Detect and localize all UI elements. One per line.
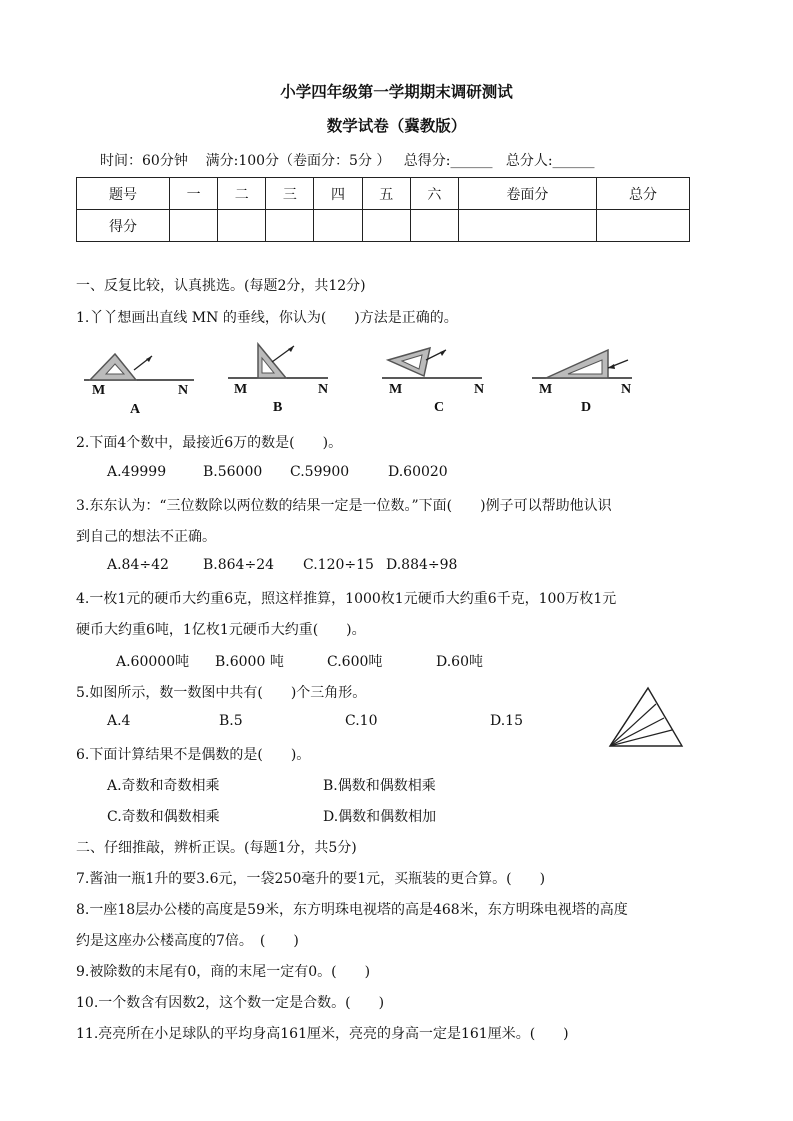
question-3-line-2: 到自己的想法不正确。 [76, 529, 216, 545]
question-3-line-1: 3.东东认为：“三位数除以两位数的结果一定是一位数。”下面( )例子可以帮助他认识 [76, 498, 612, 514]
q4-option-d: D.60吨 [436, 654, 483, 670]
section-2-heading: 二、仔细推敲，辨析正误。(每题1分，共5分) [76, 840, 357, 856]
score-input-cell[interactable] [266, 210, 314, 242]
question-9: 9.被除数的末尾有0，商的末尾一定有0。( ) [76, 964, 371, 980]
score-input-cell[interactable] [314, 210, 362, 242]
label-d: D [581, 400, 592, 415]
q3-option-a: A.84÷42 [107, 557, 169, 573]
q6-option-d: D.偶数和偶数相加 [323, 809, 437, 825]
q3-option-b: B.864÷24 [203, 557, 275, 573]
label-n: N [474, 382, 485, 397]
score-table-cell: 六 [410, 178, 458, 210]
exam-info: 时间：60分钟 满分:100分（卷面分：5分 ） 总得分:______ 总分人:______ [100, 153, 595, 169]
score-input-cell[interactable] [596, 210, 689, 242]
q3-option-d: D.884÷98 [386, 557, 458, 573]
label-b: B [273, 400, 283, 415]
score-row-label: 得分 [77, 210, 170, 242]
exam-title: 小学四年级第一学期期末调研测试 [280, 82, 513, 101]
label-m: M [92, 383, 106, 398]
score-table-cell: 总分 [596, 178, 689, 210]
score-table-cell: 一 [170, 178, 218, 210]
score-table [76, 177, 690, 242]
label-a: A [130, 402, 141, 417]
score-input-cell[interactable] [218, 210, 266, 242]
label-c: C [434, 400, 445, 415]
label-m: M [539, 382, 553, 397]
score-table-cell: 题号 [77, 178, 170, 210]
q2-option-c: C.59900 [290, 464, 350, 480]
question-5: 5.如图所示，数一数图中共有( )个三角形。 [76, 685, 367, 701]
score-input-cell[interactable] [362, 210, 410, 242]
q5-option-a: A.4 [107, 713, 131, 729]
q5-option-d: D.15 [490, 713, 523, 729]
score-table-cell: 三 [266, 178, 314, 210]
question-4-line-2: 硬币大约重6吨，1亿枚1元硬币大约重( )。 [76, 622, 366, 638]
q2-option-d: D.60020 [388, 464, 448, 480]
label-n: N [178, 383, 189, 398]
score-table-score-row [77, 210, 690, 242]
question-11: 11.亮亮所在小足球队的平均身高161厘米，亮亮的身高一定是161厘米。( ) [76, 1026, 569, 1042]
score-input-cell[interactable] [458, 210, 596, 242]
question-6: 6.下面计算结果不是偶数的是( )。 [76, 747, 311, 763]
label-m: M [234, 382, 248, 397]
score-input-cell[interactable] [170, 210, 218, 242]
q3-option-c: C.120÷15 [303, 557, 374, 573]
q5-option-b: B.5 [219, 713, 243, 729]
score-input-cell[interactable] [410, 210, 458, 242]
q6-option-a: A.奇数和奇数相乘 [107, 778, 220, 794]
q4-option-a: A.60000吨 [116, 654, 190, 670]
q2-option-a: A.49999 [107, 464, 167, 480]
label-n: N [318, 382, 329, 397]
question-8-line-2: 约是这座办公楼高度的7倍。 ( ) [76, 933, 299, 949]
question-4-line-1: 4.一枚1元的硬币大约重6克，照这样推算，1000枚1元硬币大约重6千克，100万枚1元 [76, 591, 617, 607]
label-n: N [621, 382, 632, 397]
q6-option-c: C.奇数和偶数相乘 [107, 809, 220, 825]
triangle-figure [604, 684, 686, 750]
question-2: 2.下面4个数中，最接近6万的数是( )。 [76, 435, 343, 451]
q4-option-b: B.6000 吨 [215, 654, 284, 670]
q6-option-b: B.偶数和偶数相乘 [323, 778, 436, 794]
question-8-line-1: 8.一座18层办公楼的高度是59米，东方明珠电视塔的高是468米，东方明珠电视塔的高度 [76, 902, 628, 918]
q4-option-c: C.600吨 [327, 654, 383, 670]
question-7: 7.酱油一瓶1升的要3.6元，一袋250毫升的要1元，买瓶装的更合算。( ) [76, 871, 546, 887]
exam-subtitle: 数学试卷（冀教版） [326, 116, 467, 135]
question-1: 1.丫丫想画出直线 MN 的垂线，你认为( )方法是正确的。 [76, 310, 458, 326]
section-1-heading: 一、反复比较，认真挑选。(每题2分，共12分) [76, 278, 366, 294]
label-m: M [389, 382, 403, 397]
score-table-header-row [77, 178, 690, 210]
score-table-cell: 四 [314, 178, 362, 210]
q5-option-c: C.10 [345, 713, 378, 729]
score-table-cell: 二 [218, 178, 266, 210]
score-table-cell: 卷面分 [458, 178, 596, 210]
question-10: 10.一个数含有因数2，这个数一定是合数。( ) [76, 995, 385, 1011]
q2-option-b: B.56000 [203, 464, 263, 480]
score-table-cell: 五 [362, 178, 410, 210]
